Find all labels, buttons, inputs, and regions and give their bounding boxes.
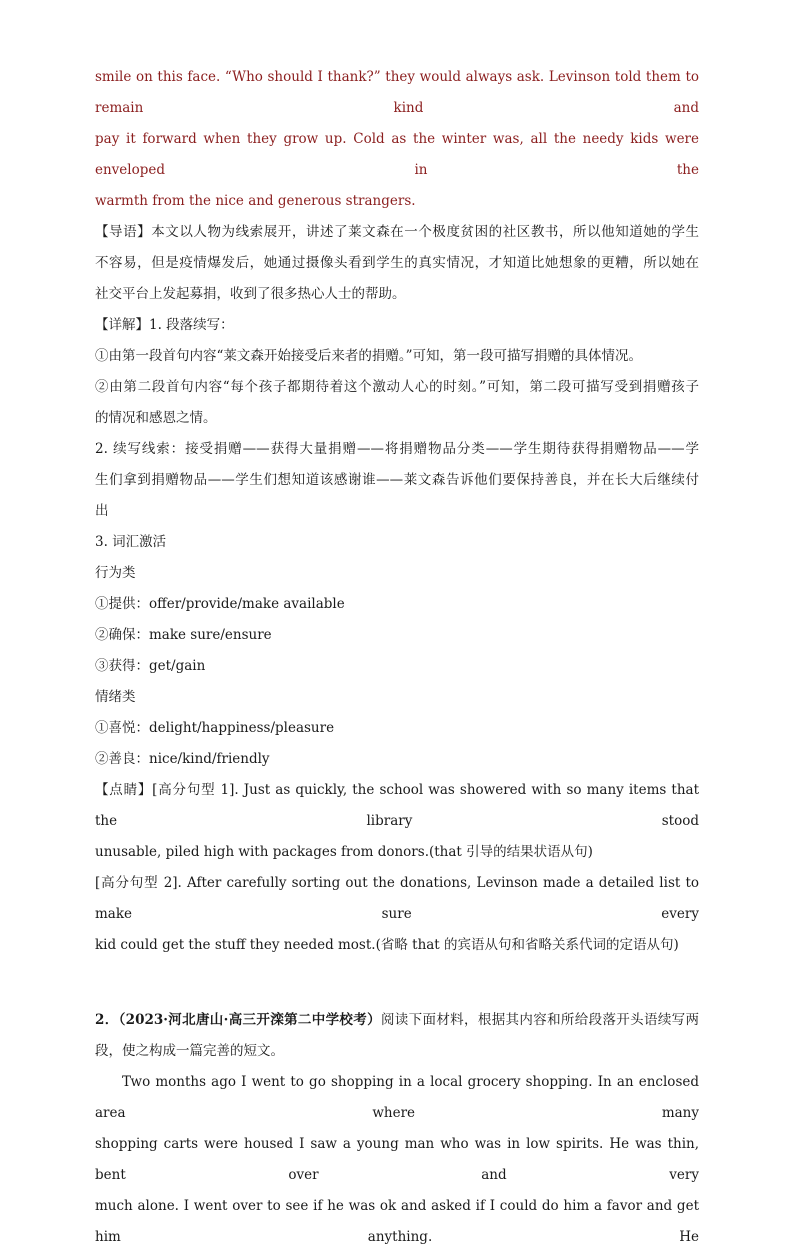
highlight-line: kid could get the stuff they needed most.(省略 that 的宾语从句和省略关系代词的定语从句) — [95, 937, 679, 953]
document-page — [95, 62, 699, 1253]
section-gap — [95, 961, 699, 1005]
question-instruction-line2: 段，使之构成一篇完善的短文。 — [95, 1043, 284, 1059]
guide-line: 【导语】本文以人物为线索展开，讲述了莱文森在一个极度贫困的社区教书，所以他知道她的学生 — [95, 224, 699, 240]
question-passage-line: Two months ago I went to go shopping in a local grocery shopping. In an enclosed area where many — [95, 1074, 699, 1121]
question-source: 2．（2023·河北唐山·高三开滦第二中学校考） — [95, 1012, 381, 1028]
vocab-item: ③获得：get/gain — [95, 658, 206, 674]
clue-line: 2. 续写线索：接受捐赠——获得大量捐赠——将捐赠物品分类——学生期待获得捐赠物品——学 — [95, 441, 699, 457]
highlight-line: unusable, piled high with packages from donors.(that 引导的结果状语从句) — [95, 844, 593, 860]
detail-point: ①由第一段首句内容“莱文森开始接受后来者的捐赠。”可知，第一段可描写捐赠的具体情况。 — [95, 348, 643, 364]
passage-line: smile on this face. “Who should I thank?” they would always ask. Levinson told them to remain kind and — [95, 69, 699, 116]
question-instruction: 阅读下面材料，根据其内容和所给段落开头语续写两 — [380, 1012, 699, 1028]
detail-point: 的情况和感恩之情。 — [95, 410, 217, 426]
vocab-heading: 3. 词汇激活 — [95, 534, 167, 550]
vocab-item: ①提供：offer/provide/make available — [95, 596, 345, 612]
vocab-item: ②确保：make sure/ensure — [95, 627, 272, 643]
behavior-heading: 行为类 — [95, 565, 136, 581]
detail-heading: 【详解】1. 段落续写： — [95, 317, 234, 333]
highlight-line: [高分句型 2]. After carefully sorting out the donations, Levinson made a detailed list to make sure every — [95, 875, 699, 922]
guide-line: 不容易，但是疫情爆发后，她通过摄像头看到学生的真实情况，才知道比她想象的更糟，所以她在 — [95, 255, 699, 271]
vocab-item: ①喜悦：delight/happiness/pleasure — [95, 720, 335, 736]
vocab-item: ②善良：nice/kind/friendly — [95, 751, 270, 767]
passage-line: warmth from the nice and generous strangers. — [95, 193, 416, 209]
emotion-heading: 情绪类 — [95, 689, 136, 705]
guide-line: 社交平台上发起募捐，收到了很多热心人士的帮助。 — [95, 286, 406, 302]
question-heading — [95, 1005, 699, 1036]
highlight-line: 【点睛】[高分句型 1]. Just as quickly, the school was showered with so many items that the library stood — [95, 782, 699, 829]
question-passage-line: shopping carts were housed I saw a young man who was in low spirits. He was thin, bent over and very — [95, 1136, 699, 1183]
detail-point: ②由第二段首句内容“每个孩子都期待着这个激动人心的时刻。”可知，第二段可描写受到捐赠孩子 — [95, 379, 699, 395]
question-passage-line: much alone. I went over to see if he was ok and asked if I could do him a favor and get him anything. He — [95, 1198, 699, 1245]
clue-line: 出 — [95, 503, 109, 519]
passage-line: pay it forward when they grow up. Cold as the winter was, all the needy kids were enveloped in the — [95, 131, 699, 178]
clue-line: 生们拿到捐赠物品——学生们想知道该感谢谁——莱文森告诉他们要保持善良，并在长大后继续付 — [95, 472, 699, 488]
